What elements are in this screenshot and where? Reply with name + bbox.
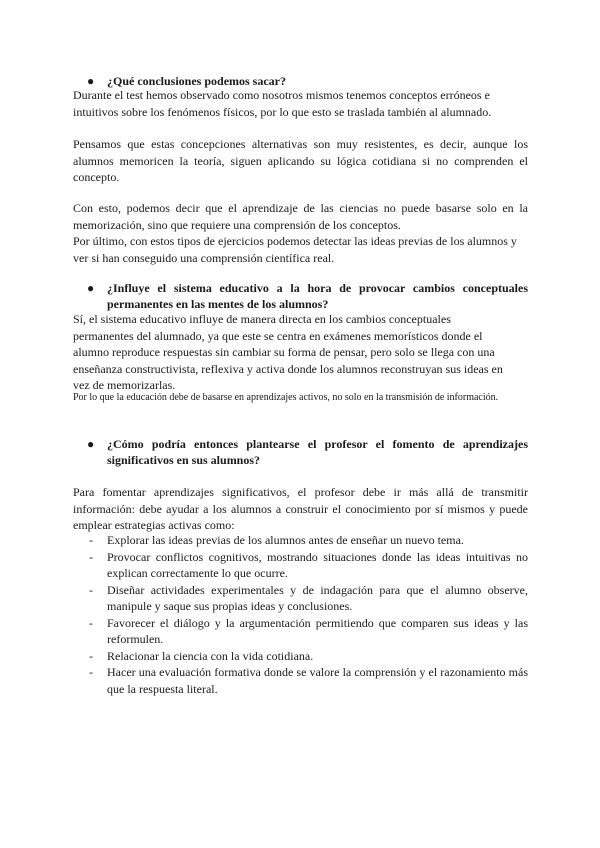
list-item: - Provocar conflictos cognitivos, mostrando situaciones donde las ideas intuitivas no explican correctamente lo que ocurre. [89, 549, 528, 580]
paragraph: Pensamos que estas concepciones alternativas son muy resistentes, es decir, aunque los alumnos memoricen la teoría, siguen aplicando su lógica cotidiana si no comprenden el concepto. [73, 137, 528, 184]
list-item: - Explorar las ideas previas de los alumnos antes de enseñar un nuevo tema. [89, 533, 464, 547]
question-title: ¿Qué conclusiones podemos sacar? [107, 74, 287, 88]
paragraph: Sí, el sistema educativo influye de manera directa en los cambios conceptuales permanentes del alumnado, ya que este se centra en exámenes memorísticos donde el alumno reproduce respuestas sin cambiar su forma de pensar, pero solo se llega con una enseñanza constructivista, reflexiva y activa donde los alumnos reconstruyan sus ideas en vez de memorizarlas. [73, 312, 503, 392]
question-title: ¿Cómo podría entonces plantearse el profesor el fomento de aprendizajes significativos en sus alumnos? [107, 437, 528, 467]
paragraph: Por lo que la educación debe de basarse en aprendizajes activos, no solo en la transmisión de información. [73, 392, 499, 403]
paragraph: Por último, con estos tipos de ejercicios podemos detectar las ideas previas de los alumnos y ver si han conseguido una comprensión científica real. [73, 234, 517, 265]
bullet-icon: ● [87, 281, 95, 295]
question-heading-3 [73, 436, 528, 468]
bullet-icon: ● [87, 74, 95, 88]
strategy-list [73, 532, 528, 697]
list-item: - Favorecer el diálogo y la argumentación permitiendo que comparen sus ideas y las reformulen. [89, 615, 528, 646]
paragraph: Con esto, podemos decir que el aprendizaje de las ciencias no puede basarse solo en la memorización, sino que requiere una comprensión de los conceptos. [73, 201, 528, 232]
paragraph: Durante el test hemos observado como nosotros mismos tenemos conceptos erróneos e intuitivos sobre los fenómenos físicos, por lo que esto se traslada también al alumnado. [73, 88, 492, 119]
list-item: - Relacionar la ciencia con la vida cotidiana. [89, 648, 314, 663]
question-title: ¿Influye el sistema educativo a la hora de provocar cambios conceptuales permanentes en las mentes de los alumnos? [107, 281, 528, 311]
paragraph: Para fomentar aprendizajes significativos, el profesor debe ir más allá de transmitir información: debe ayudar a los alumnos a construir el conocimiento por sí mismos y puede emplear estrategias activas como: [73, 485, 528, 532]
list-item: - Diseñar actividades experimentales y de indagación para que el alumno observe, manipule y saque sus propias ideas y conclusiones. [89, 582, 528, 613]
bullet-icon: ● [87, 437, 95, 451]
question-heading-2 [73, 280, 528, 312]
list-item: - Hacer una evaluación formativa donde se valore la comprensión y el razonamiento más que la respuesta literal. [89, 665, 528, 696]
